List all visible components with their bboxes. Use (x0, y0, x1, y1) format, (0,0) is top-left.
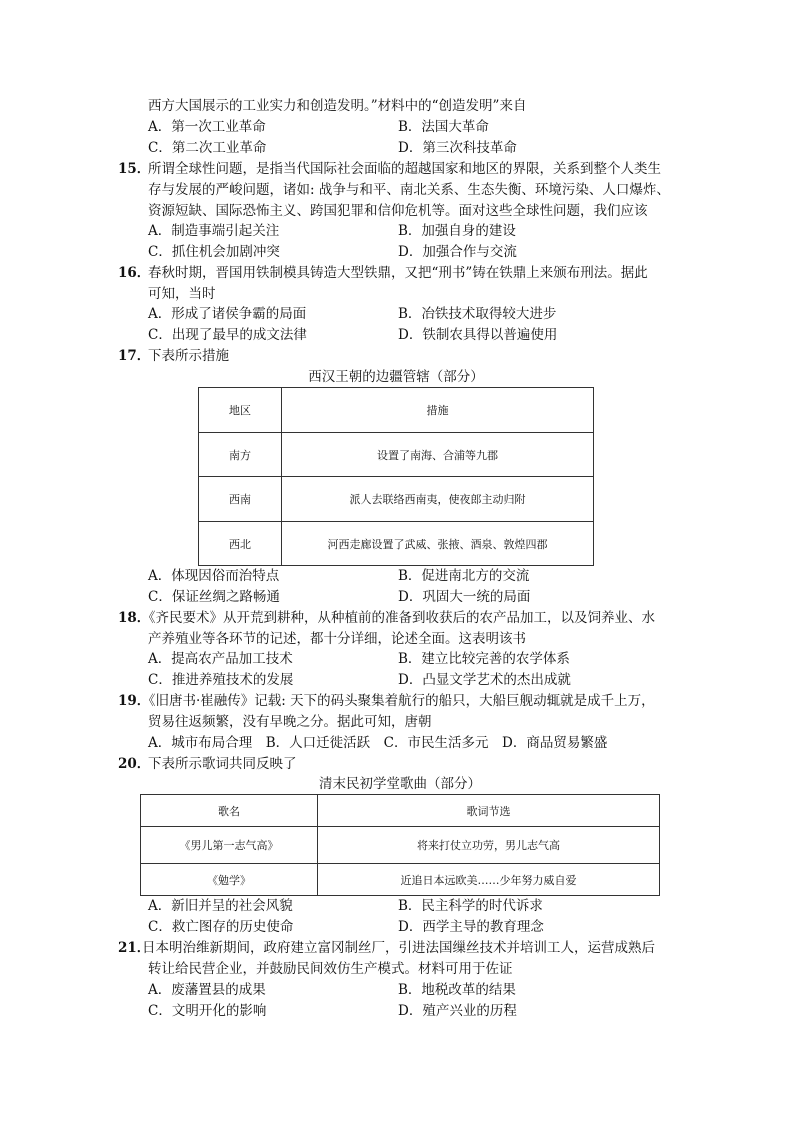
q19-options[interactable]: A．城市布局合理 B．人口迁徙活跃 C．市民生活多元 D．商品贸易繁盛 (148, 735, 608, 751)
table-cell-measure: 设置了南海、合浦等九郡 (282, 433, 594, 477)
q16-option-c[interactable]: C．出现了最早的成文法律 (148, 327, 307, 343)
q18-stem-line-2: 产养殖业等各环节的记述，都十分详细，论述全面。这表明该书 (148, 631, 526, 647)
q18-number: 18． (118, 610, 151, 626)
table-row (199, 522, 594, 566)
q18-option-a[interactable]: A．提高农产品加工技术 (148, 651, 293, 667)
q20-table-caption: 清末民初学堂歌曲（部分） (319, 776, 481, 792)
table-header-row (199, 388, 594, 433)
table-cell-lyrics: 将来打仗立功劳，男儿志气高 (318, 827, 660, 864)
table-header-region: 地区 (199, 388, 282, 433)
table-row (199, 477, 594, 522)
q18-option-c[interactable]: C．推进养殖技术的发展 (148, 672, 294, 688)
q18-option-d[interactable]: D．凸显文学艺术的杰出成就 (398, 672, 571, 688)
q17-table-caption: 西汉王朝的边疆管辖（部分） (308, 369, 484, 385)
table-header-row (141, 795, 660, 827)
q16-number: 16． (118, 265, 151, 281)
q20-option-d[interactable]: D．西学主导的教育理念 (398, 919, 544, 935)
table-cell-song: 《勉学》 (141, 864, 318, 896)
q21-number: 21． (118, 940, 151, 956)
q20-table (140, 794, 660, 896)
q21-option-c[interactable]: C．文明开化的影响 (148, 1003, 267, 1019)
q18-option-b[interactable]: B．建立比较完善的农学体系 (398, 651, 570, 667)
q15-option-c[interactable]: C．抓住机会加剧冲突 (148, 244, 280, 260)
q16-stem-line-1: 春秋时期，晋国用铁制模具铸造大型铁鼎，又把“刑书”铸在铁鼎上来颁布刑法。据此 (148, 265, 648, 281)
q15-stem-line-2: 存与发展的严峻问题，诸如: 战争与和平、南北关系、生态失衡、环境污染、人口爆炸、 (148, 182, 670, 198)
q14-stem-continuation: 西方大国展示的工业实力和创造发明。”材料中的“创造发明”来自 (148, 98, 527, 114)
q21-option-b[interactable]: B．地税改革的结果 (398, 982, 516, 998)
q15-option-b[interactable]: B．加强自身的建设 (398, 223, 516, 239)
q17-stem: 下表所示措施 (148, 348, 229, 364)
q17-number: 17． (118, 348, 151, 364)
table-cell-lyrics: 近追日本远欧美……少年努力威自爱 (318, 864, 660, 896)
q16-stem-line-2: 可知，当时 (148, 286, 216, 302)
table-cell-region: 西北 (199, 522, 282, 566)
q15-stem-line-3: 资源短缺、国际恐怖主义、跨国犯罪和信仰危机等。面对这些全球性问题，我们应该 (148, 203, 648, 219)
q15-option-d[interactable]: D．加强合作与交流 (398, 244, 517, 260)
q19-stem-line-1: 《旧唐书·崔融传》记载: 天下的码头聚集着航行的船只，大船巨舰动辄就是成千上万， (142, 693, 655, 709)
q17-option-b[interactable]: B．促进南北方的交流 (398, 568, 530, 584)
q20-option-c[interactable]: C．救亡图存的历史使命 (148, 919, 294, 935)
q19-number: 19． (118, 693, 151, 709)
table-header-measure: 措施 (282, 388, 594, 433)
q17-option-c[interactable]: C．保证丝绸之路畅通 (148, 589, 280, 605)
table-cell-measure: 派人去联络西南夷，使夜郎主动归附 (282, 477, 594, 522)
q19-stem-line-2: 贸易往返频繁，没有早晚之分。据此可知，唐朝 (148, 714, 432, 730)
q21-option-a[interactable]: A．废藩置县的成果 (148, 982, 266, 998)
q20-number: 20． (118, 756, 151, 772)
table-cell-song: 《男儿第一志气高》 (141, 827, 318, 864)
q17-table (198, 387, 594, 566)
q21-stem-line-2: 转让给民营企业，并鼓励民间效仿生产模式。材料可用于佐证 (148, 961, 513, 977)
q17-option-a[interactable]: A．体现因俗而治特点 (148, 568, 280, 584)
q21-stem-line-1: 日本明治维新期间，政府建立富冈制丝厂，引进法国缫丝技术并培训工人，运营成熟后 (142, 940, 655, 956)
q14-option-d[interactable]: D．第三次科技革命 (398, 140, 517, 156)
q16-option-a[interactable]: A．形成了诸侯争霸的局面 (148, 306, 307, 322)
q20-option-a[interactable]: A．新旧并呈的社会风貌 (148, 898, 293, 914)
q17-option-d[interactable]: D．巩固大一统的局面 (398, 589, 531, 605)
q14-option-a[interactable]: A．第一次工业革命 (148, 119, 266, 135)
q15-number: 15． (118, 161, 151, 177)
q15-stem-line-1: 所谓全球性问题，是指当代国际社会面临的超越国家和地区的界限，关系到整个人类生 (148, 161, 661, 177)
q16-option-b[interactable]: B．冶铁技术取得较大进步 (398, 306, 557, 322)
table-header-song: 歌名 (141, 795, 318, 827)
q21-option-d[interactable]: D．殖产兴业的历程 (398, 1003, 517, 1019)
table-row (141, 827, 660, 864)
q16-option-d[interactable]: D．铁制农具得以普遍使用 (398, 327, 558, 343)
table-cell-measure: 河西走廊设置了武威、张掖、酒泉、敦煌四郡 (282, 522, 594, 566)
q14-option-b[interactable]: B．法国大革命 (398, 119, 489, 135)
table-cell-region: 南方 (199, 433, 282, 477)
table-cell-region: 西南 (199, 477, 282, 522)
table-row (199, 433, 594, 477)
table-row (141, 864, 660, 896)
q14-option-c[interactable]: C．第二次工业革命 (148, 140, 267, 156)
q18-stem-line-1: 《齐民要术》从开荒到耕种，从种植前的准备到收获后的农产品加工，以及饲养业、水 (142, 610, 655, 626)
q15-option-a[interactable]: A．制造事端引起关注 (148, 223, 280, 239)
q20-option-b[interactable]: B．民主科学的时代诉求 (398, 898, 543, 914)
table-header-lyrics: 歌词节选 (318, 795, 660, 827)
q20-stem: 下表所示歌词共同反映了 (148, 756, 297, 772)
